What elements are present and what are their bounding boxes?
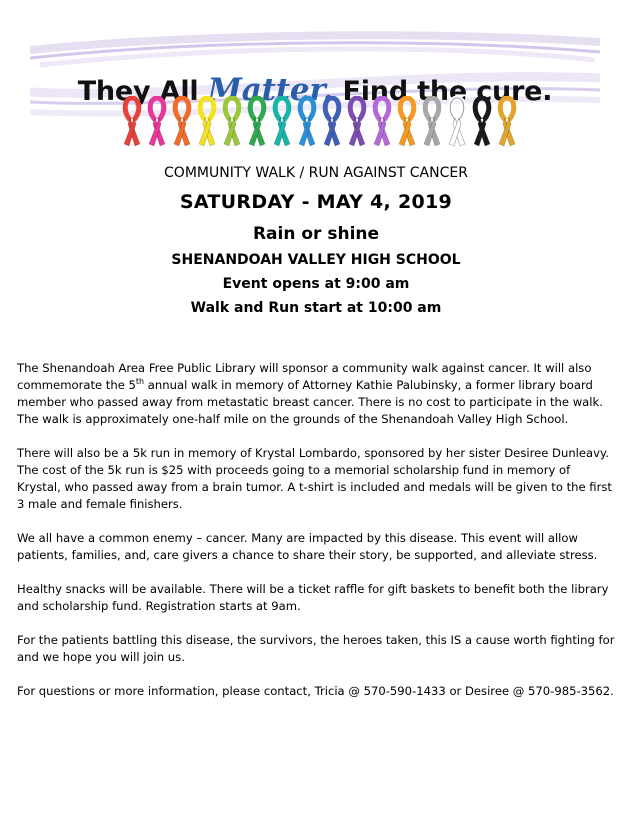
weather-note: Rain or shine (252, 224, 380, 244)
paragraph-cause: For the patients battling this disease, the survivors, the heroes taken, this IS a cause worth fighting for and we hope you will join us. (17, 633, 615, 664)
event-date: SATURDAY - MAY 4, 2019 (179, 191, 453, 213)
ribbon-icon (249, 98, 265, 146)
ribbon-icon (274, 98, 290, 146)
banner-title: They All Matter. Find the cure. (77, 72, 553, 108)
ribbon-icon (474, 98, 490, 146)
paragraph-snacks-raffle: Healthy snacks will be available. There will be a ticket raffle for gift baskets to benefit both the library and scholarship fund. Registration starts at 9am. (17, 582, 609, 613)
ribbon-icon (349, 98, 365, 146)
ribbon-icon (449, 98, 465, 146)
paragraph-contact: For questions or more information, please contact, Tricia @ 570-590-1433 or Desiree @ 570-985-3562. (17, 684, 614, 698)
event-location: SHENANDOAH VALLEY HIGH SCHOOL (171, 252, 461, 268)
ribbon-icon (124, 98, 140, 146)
ribbon-icon (199, 98, 215, 146)
paragraph-common-enemy: We all have a common enemy – cancer. Many are impacted by this disease. This event will allow patients, families, and, care givers a chance to share their story, be supported, and alleviate stress. (17, 531, 598, 562)
ribbon-icon (174, 98, 190, 146)
opening-time: Event opens at 9:00 am (222, 276, 410, 292)
paragraph-5k-run: There will also be a 5k run in memory of Krystal Lombardo, sponsored by her sister Desiree Dunleavy. The cost of the 5k run is $25 with proceeds going to a memorial scholarship fund in memory of Krystal, who passed away from a brain tumor. A t-shirt is included and medals will be given to the first 3 male and female finishers. (17, 446, 612, 511)
ribbon-icon (224, 98, 240, 146)
header-banner (30, 30, 600, 155)
ribbon-icon (299, 98, 315, 146)
body-text (17, 360, 615, 717)
ribbon-icon (149, 98, 165, 146)
ribbon-icon (499, 98, 515, 146)
start-time: Walk and Run start at 10:00 am (190, 300, 442, 316)
event-name: COMMUNITY WALK / RUN AGAINST CANCER (164, 165, 468, 181)
ribbon-icon (374, 98, 390, 146)
ribbon-icon (424, 98, 440, 146)
ribbon-icon (399, 98, 415, 146)
awareness-ribbons (118, 96, 518, 150)
paragraph-sponsor: The Shenandoah Area Free Public Library will sponsor a community walk against cancer. It will also commemorate the 5th annual walk in memory of Attorney Kathie Palubinsky, a former library board member who passed away from metastatic breast cancer. There is no cost to participate in the walk. The walk is approximately one-half mile on the grounds of the Shenandoah Valley High School. (17, 361, 603, 426)
ribbon-icon (324, 98, 340, 146)
